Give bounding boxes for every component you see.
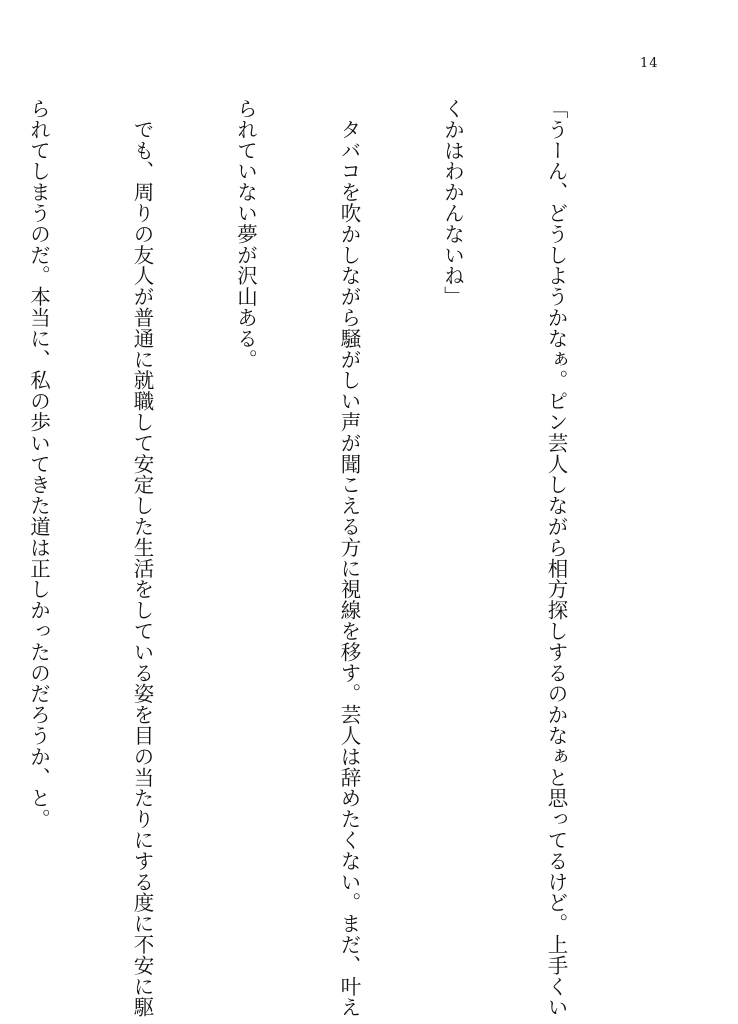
page-number: 14 bbox=[640, 56, 659, 71]
text-line: られていない夢が沢山ある。 bbox=[233, 98, 258, 370]
text-line: タバコを吹かしながら騒がしい声が聞こえる方に視線を移す。芸人は辞めたくない。まだ、叶え bbox=[337, 98, 361, 1018]
body-text bbox=[0, 98, 642, 1018]
text-line: でも、周りの友人が普通に就職して安定した生活をしている姿を目の当たりにする度に不安に駆 bbox=[130, 98, 154, 1018]
text-line: くかはわかんないね」 bbox=[440, 98, 465, 307]
text-line: 「うーん、どうしようかなぁ。ピン芸人しながら相方探しするのかなぁと思ってるけど。上手くい bbox=[544, 98, 568, 1018]
text-line: られてしまうのだ。本当に、私の歩いてきた道は正しかったのだろうか、と。 bbox=[26, 98, 51, 830]
